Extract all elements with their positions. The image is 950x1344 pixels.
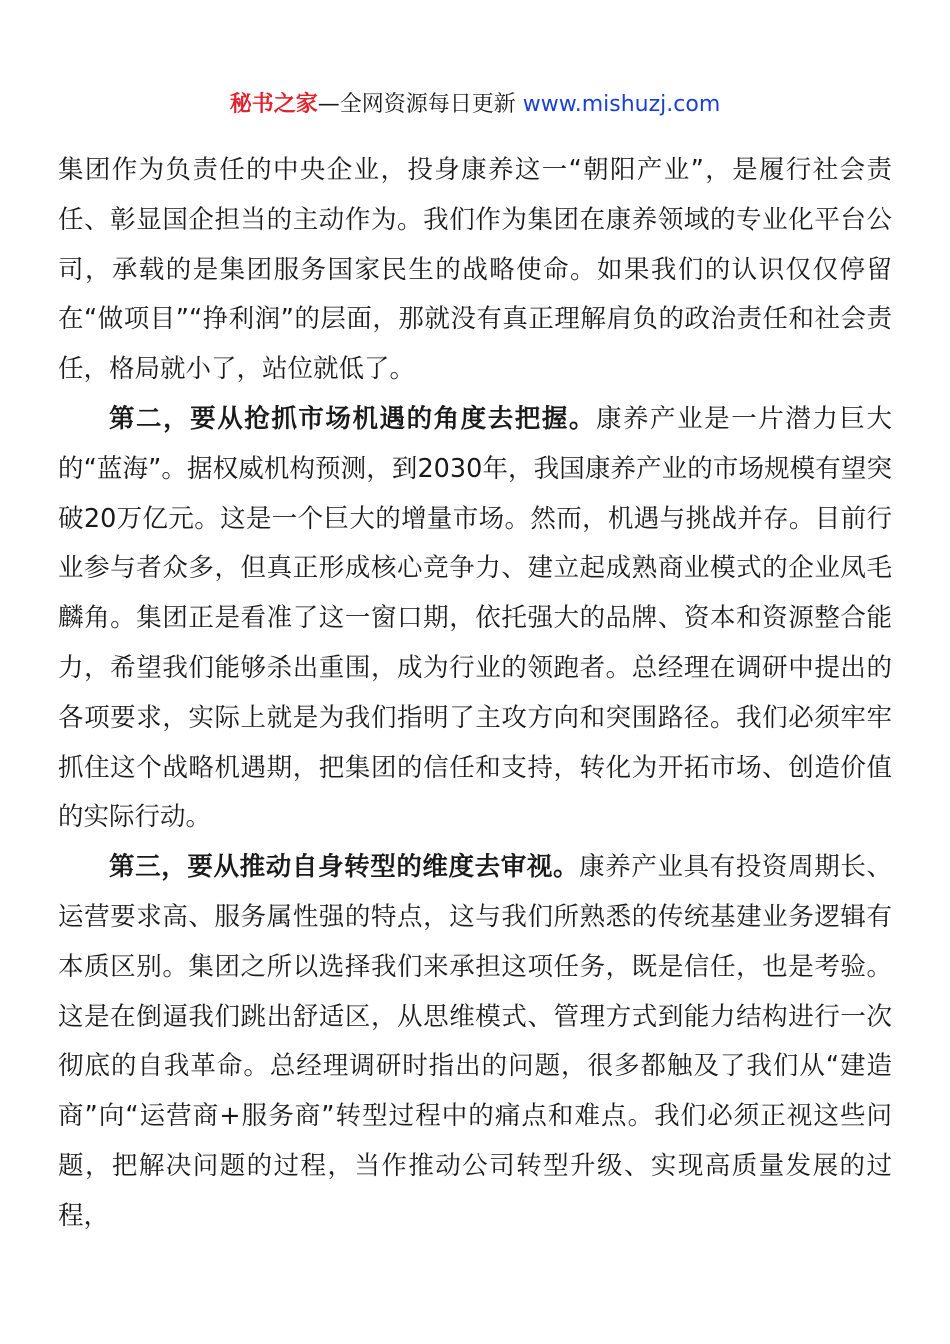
header-brand: 秘书之家 xyxy=(229,92,318,117)
paragraph-2-lead: 第二，要从抢抓市场机遇的角度去把握。 xyxy=(109,403,596,434)
paragraph-2-text: 康养产业是一片潜力巨大的“蓝海”。据权威机构预测，到2030年，我国康养产业的市场规模有望突破20万亿元。这是一个巨大的增量市场。然而，机遇与挑战并存。目前行业参与者众多，但真正形成核心竞争力、建立起成熟商业模式的企业凤毛麟角。集团正是看准了这一窗口期，依托强大的品牌、资本和资源整合能力，希望我们能够杀出重围，成为行业的领跑者。总经理在调研中提出的各项要求，实际上就是为我们指明了主攻方向和突围路径。我们必须牢牢抓住这个战略机遇期，把集团的信任和支持，转化为开拓市场、创造价值的实际行动。 xyxy=(58,403,892,833)
paragraph-1 xyxy=(58,146,892,395)
header-url-link[interactable]: www.mishuzj.com xyxy=(522,92,721,117)
paragraph-3-text: 康养产业具有投资周期长、运营要求高、服务属性强的特点，这与我们所熟悉的传统基建业务逻辑有本质区别。集团之所以选择我们来承担这项任务，既是信任，也是考验。这是在倒逼我们跳出舒适区，从思维模式、管理方式到能力结构进行一次彻底的自我革命。总经理调研时指出的问题，很多都触及了我们从“建造商”向“运营商+服务商”转型过程中的痛点和难点。我们必须正视这些问题，把解决问题的过程，当作推动公司转型升级、实现高质量发展的过程， xyxy=(58,852,892,1231)
page-header xyxy=(0,88,950,122)
paragraph-3 xyxy=(58,843,892,1241)
paragraph-2 xyxy=(58,395,892,843)
document-body xyxy=(58,146,892,1242)
header-slogan: —全网资源每日更新 xyxy=(317,92,516,117)
paragraph-1-text: 集团作为负责任的中央企业，投身康养这一“朝阳产业”，是履行社会责任、彰显国企担当的主动作为。我们作为集团在康养领域的专业化平台公司，承载的是集团服务国家民生的战略使命。如果我们的认识仅仅停留在“做项目”“挣利润”的层面，那就没有真正理解肩负的政治责任和社会责任，格局就小了，站位就低了。 xyxy=(58,155,892,385)
paragraph-3-lead: 第三，要从推动自身转型的维度去审视。 xyxy=(109,852,580,883)
